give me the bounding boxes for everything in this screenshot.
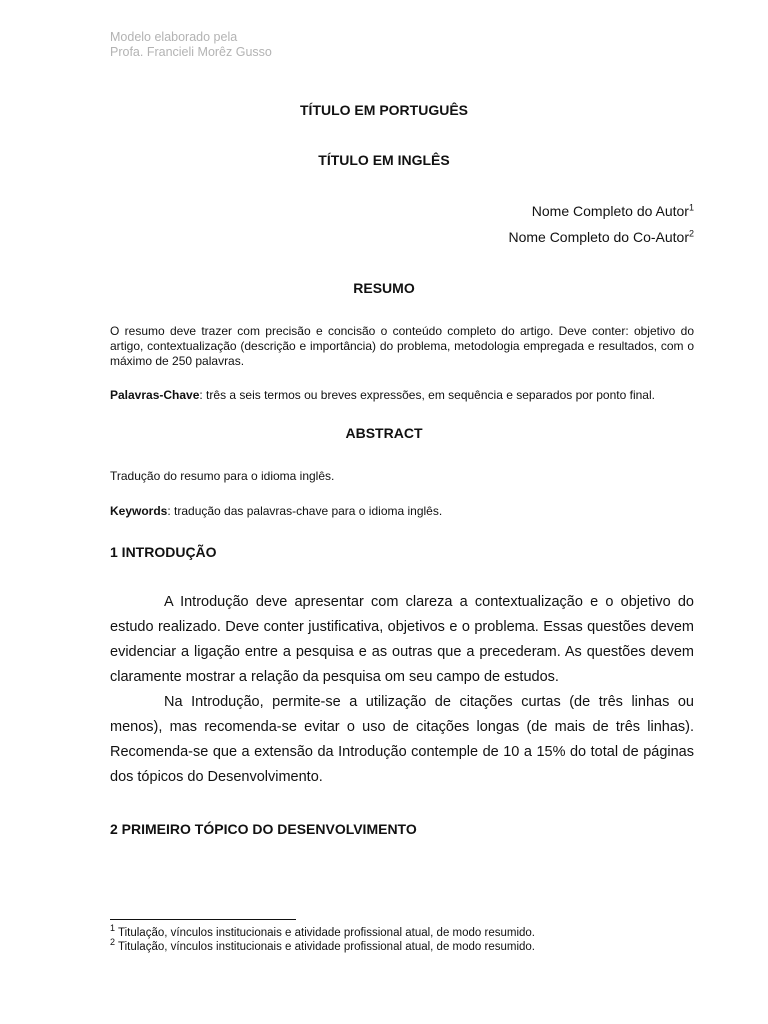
author-1-name: Nome Completo do Autor [531, 203, 689, 219]
footnote-separator [110, 919, 296, 920]
introduction-body [110, 590, 694, 790]
resumo-heading: RESUMO [353, 280, 415, 296]
template-credit-line-1: Modelo elaborado pela [110, 30, 238, 44]
author-2-footnote-mark: 2 [688, 228, 694, 239]
footnote-1-mark: 1 [110, 923, 116, 934]
abstract-keywords-text: : tradução das palavras-chave para o idioma inglês. [167, 504, 443, 518]
section-1-heading: 1 INTRODUÇÃO [110, 544, 217, 560]
author-1-footnote-mark: 1 [688, 202, 694, 213]
title-english: TÍTULO EM INGLÊS [318, 152, 450, 168]
abstract-keywords [110, 504, 694, 519]
footnote-1 [110, 923, 535, 940]
author-2-name: Nome Completo do Co-Autor [508, 229, 689, 245]
template-credit-line-2: Profa. Francieli Morêz Gusso [110, 45, 272, 59]
footnote-2-text: Titulação, vínculos institucionais e atividade profissional atual, de modo resumido. [115, 941, 535, 953]
title-portuguese: TÍTULO EM PORTUGUÊS [300, 102, 468, 118]
abstract-text: Tradução do resumo para o idioma inglês. [110, 469, 335, 483]
footnote-1-text: Titulação, vínculos institucionais e atividade profissional atual, de modo resumido. [115, 927, 535, 939]
author-2 [508, 229, 694, 245]
abstract-keywords-label: Keywords [110, 504, 168, 518]
abstract-heading: ABSTRACT [345, 425, 423, 441]
resumo-keywords [110, 388, 694, 403]
template-credit [110, 30, 272, 60]
resumo-keywords-label: Palavras-Chave [110, 388, 200, 402]
resumo-text: O resumo deve trazer com precisão e concisão o conteúdo completo do artigo. Deve conter: objetivo do artigo, contextualização (descrição e importância) do problema, metodologia empregada e resultados, com o máximo de 250 palavras. [110, 324, 694, 368]
section-2-heading: 2 PRIMEIRO TÓPICO DO DESENVOLVIMENTO [110, 821, 417, 837]
footnote-2-mark: 2 [110, 937, 116, 948]
resumo-keywords-text: : três a seis termos ou breves expressões, em sequência e separados por ponto final. [199, 388, 655, 402]
author-1 [532, 203, 694, 219]
footnote-2 [110, 937, 535, 954]
introduction-paragraph-2: Na Introdução, permite-se a utilização de citações curtas (de três linhas ou menos), mas recomenda-se evitar o uso de citações longas (de mais de três linhas). Recomenda-se que a extensão da Introdução contemple de 10 a 15% do total de páginas dos tópicos do Desenvolvimento. [110, 694, 694, 785]
introduction-paragraph-1: A Introdução deve apresentar com clareza a contextualização e o objetivo do estudo realizado. Deve conter justificativa, objetivos e o problema. Essas questões devem evidenciar a ligação entre a pesquisa e as outras que a precederam. As questões devem claramente mostrar a relação da pesquisa om seu campo de estudos. [110, 594, 694, 685]
